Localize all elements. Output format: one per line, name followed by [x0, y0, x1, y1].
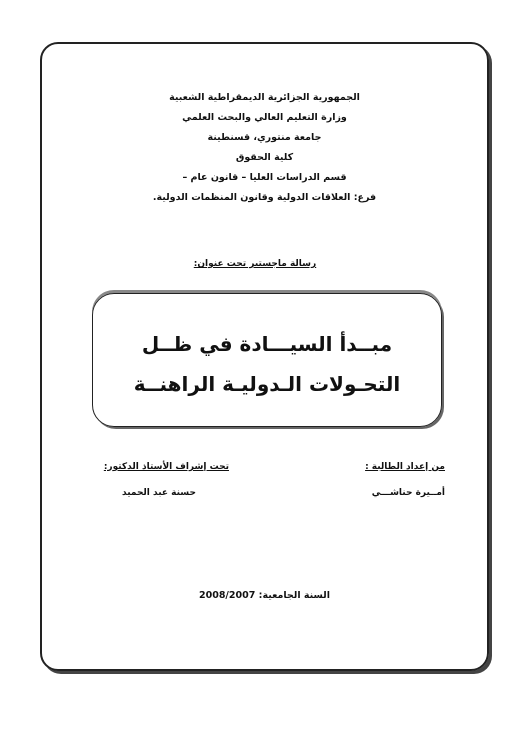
thesis-title-line-2: التحـولات الـدوليـة الراهنــة	[133, 372, 401, 396]
header-line-ministry: وزارة التعليم العالي والبحث العلمي	[182, 112, 347, 123]
header-line-university: جامعة منتوري، قسنطينة	[207, 132, 322, 143]
student-name: أمــيرة حناشـــي	[371, 488, 445, 498]
header-line-republic: الجمهورية الجزائرية الديمقراطية الشعبية	[169, 92, 360, 103]
header-line-faculty: كلية الحقوق	[235, 152, 294, 163]
thesis-type-label: رسالة ماجستير تحت عنوان:	[193, 259, 317, 269]
thesis-title-box	[92, 293, 442, 427]
student-label: من إعداد الطالبة :	[365, 462, 445, 472]
header-line-branch: فرع: العلاقات الدولية وقانون المنظمات الدولية.	[152, 192, 377, 203]
institution-header	[80, 88, 449, 208]
header-line-department: قسم الدراسات العليا – قانون عام –	[182, 172, 347, 183]
supervisor-name: حسنة عبد الحميد	[122, 488, 196, 498]
academic-year: السنة الجامعية: 2008/2007	[198, 590, 331, 601]
supervisor-label: تحت إشراف الأستاذ الدكتور:	[103, 462, 229, 472]
thesis-title-line-1: مبــدأ السيـــادة في ظــل	[141, 332, 393, 356]
